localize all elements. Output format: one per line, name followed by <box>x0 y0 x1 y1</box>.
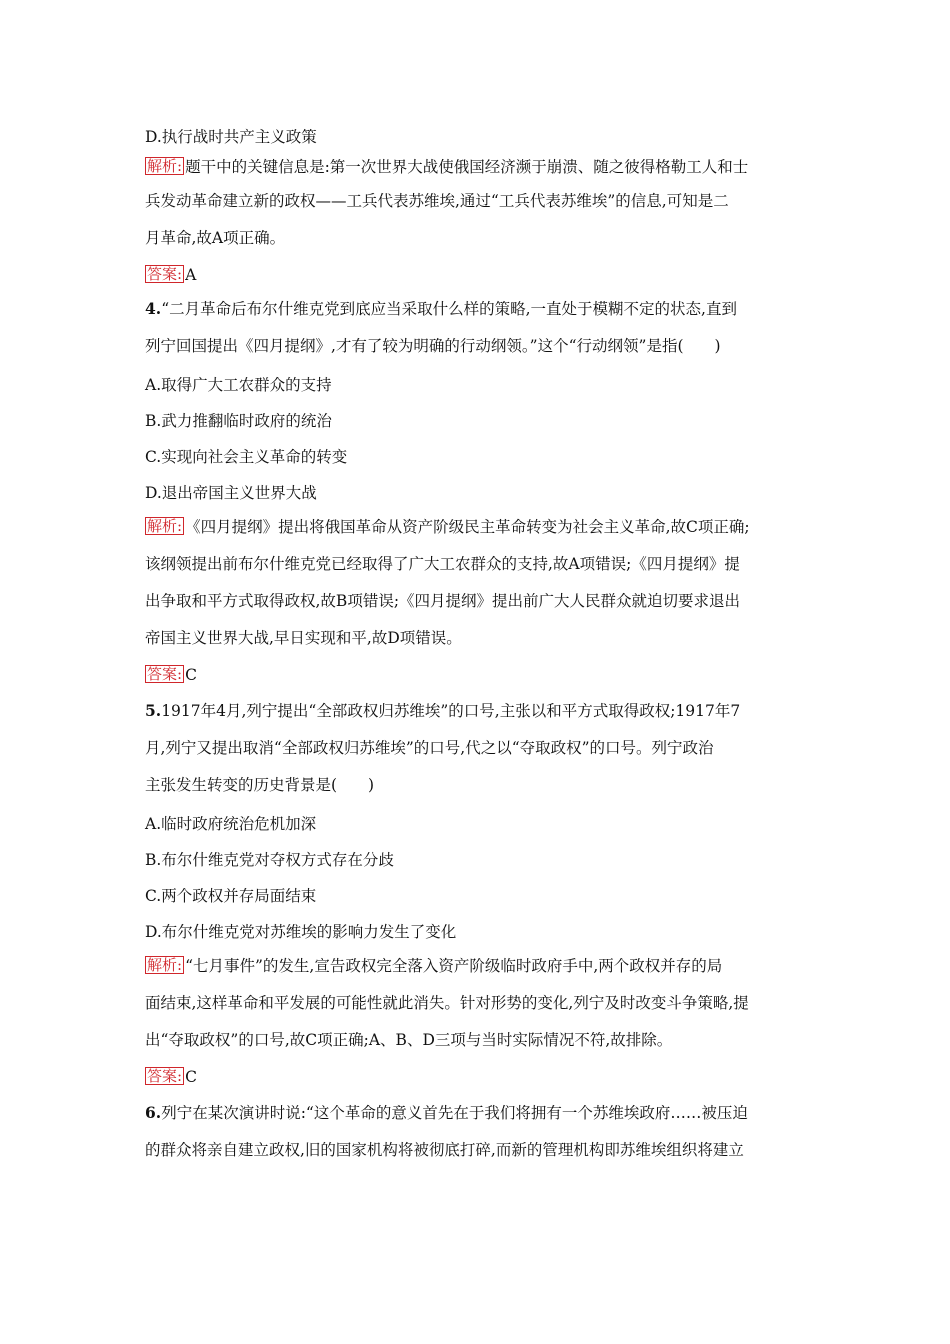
document-content <box>145 122 810 1172</box>
q5-analysis <box>145 951 810 1062</box>
q4-analysis-line-3: 出争取和平方式取得政权,故B项错误;《四月提纲》提出前广大人民群众就迫切要求退出 <box>145 592 741 610</box>
q4-option-b: B.武力推翻临时政府的统治 <box>145 412 332 430</box>
q5-stem-line-2: 月,列宁又提出取消“全部政权归苏维埃”的口号,代之以“夺取政权”的口号。列宁政治 <box>145 739 714 757</box>
analysis-label: 解析: <box>147 956 183 974</box>
q5-option-b: B.布尔什维克党对夺权方式存在分歧 <box>145 851 394 869</box>
answer-label: 答案: <box>147 665 183 683</box>
q3-answer <box>145 260 810 294</box>
q5-option-c: C.两个政权并存局面结束 <box>145 887 317 905</box>
q4-answer-value: C <box>185 666 197 684</box>
q4-stem-line-2: 列宁回国提出《四月提纲》,才有了较为明确的行动纲领。”这个“行动纲领”是指( ) <box>145 337 721 355</box>
q6-stem-line-2: 的群众将亲自建立政权,旧的国家机构将被彻底打碎,而新的管理机构即苏维埃组织将建立 <box>145 1141 744 1159</box>
q5-stem-line-1: 1917年4月,列宁提出“全部政权归苏维埃”的口号,主张以和平方式取得政权;1917年7 <box>161 702 741 720</box>
q3-option-d: D.执行战时共产主义政策 <box>145 128 317 146</box>
q3-analysis-line-2: 兵发动革命建立新的政权——工兵代表苏维埃,通过“工兵代表苏维埃”的信息,可知是二 <box>145 192 729 210</box>
q6-stem <box>145 1098 810 1172</box>
q4-option-a: A.取得广大工农群众的支持 <box>145 376 332 394</box>
q4-number: 4. <box>145 299 162 318</box>
q4-analysis-line-2: 该纲领提出前布尔什维克党已经取得了广大工农群众的支持,故A项错误;《四月提纲》提 <box>145 555 740 573</box>
analysis-label: 解析: <box>147 517 183 535</box>
q4-answer <box>145 660 810 696</box>
q3-analysis <box>145 152 810 260</box>
q4-analysis-line-4: 帝国主义世界大战,早日实现和平,故D项错误。 <box>145 629 462 647</box>
q5-stem-line-3: 主张发生转变的历史背景是( ) <box>145 776 375 794</box>
q4-option-d: D.退出帝国主义世界大战 <box>145 484 317 502</box>
q5-analysis-line-2: 面结束,这样革命和平发展的可能性就此消失。针对形势的变化,列宁及时改变斗争策略,提 <box>145 994 749 1012</box>
q5-option-a: A.临时政府统治危机加深 <box>145 815 317 833</box>
q4-analysis <box>145 512 810 660</box>
answer-label: 答案: <box>147 265 183 283</box>
q3-analysis-line-1: 题干中的关键信息是:第一次世界大战使俄国经济濒于崩溃、随之彼得格勒工人和士 <box>185 158 749 176</box>
answer-label: 答案: <box>147 1067 183 1085</box>
q6-number: 6. <box>145 1103 162 1122</box>
q4-stem <box>145 294 810 368</box>
q4-option-c: C.实现向社会主义革命的转变 <box>145 448 348 466</box>
q5-stem <box>145 696 810 807</box>
analysis-label: 解析: <box>147 157 183 175</box>
q4-analysis-line-1: 《四月提纲》提出将俄国革命从资产阶级民主革命转变为社会主义革命,故C项正确; <box>185 518 750 536</box>
q5-option-d: D.布尔什维克党对苏维埃的影响力发生了变化 <box>145 923 457 941</box>
q5-analysis-line-1: “七月事件”的发生,宣告政权完全落入资产阶级临时政府手中,两个政权并存的局 <box>185 957 723 975</box>
q5-analysis-line-3: 出“夺取政权”的口号,故C项正确;A、B、D三项与当时实际情况不符,故排除。 <box>145 1031 673 1049</box>
q3-analysis-line-3: 月革命,故A项正确。 <box>145 229 286 247</box>
q5-answer <box>145 1062 810 1098</box>
q5-answer-value: C <box>185 1068 197 1086</box>
q4-stem-line-1: “二月革命后布尔什维克党到底应当采取什么样的策略,一直处于模糊不定的状态,直到 <box>161 300 737 318</box>
q5-number: 5. <box>145 701 162 720</box>
q6-stem-line-1: 列宁在某次演讲时说:“这个革命的意义首先在于我们将拥有一个苏维埃政府……被压迫 <box>161 1104 748 1122</box>
q3-answer-value: A <box>185 266 197 284</box>
